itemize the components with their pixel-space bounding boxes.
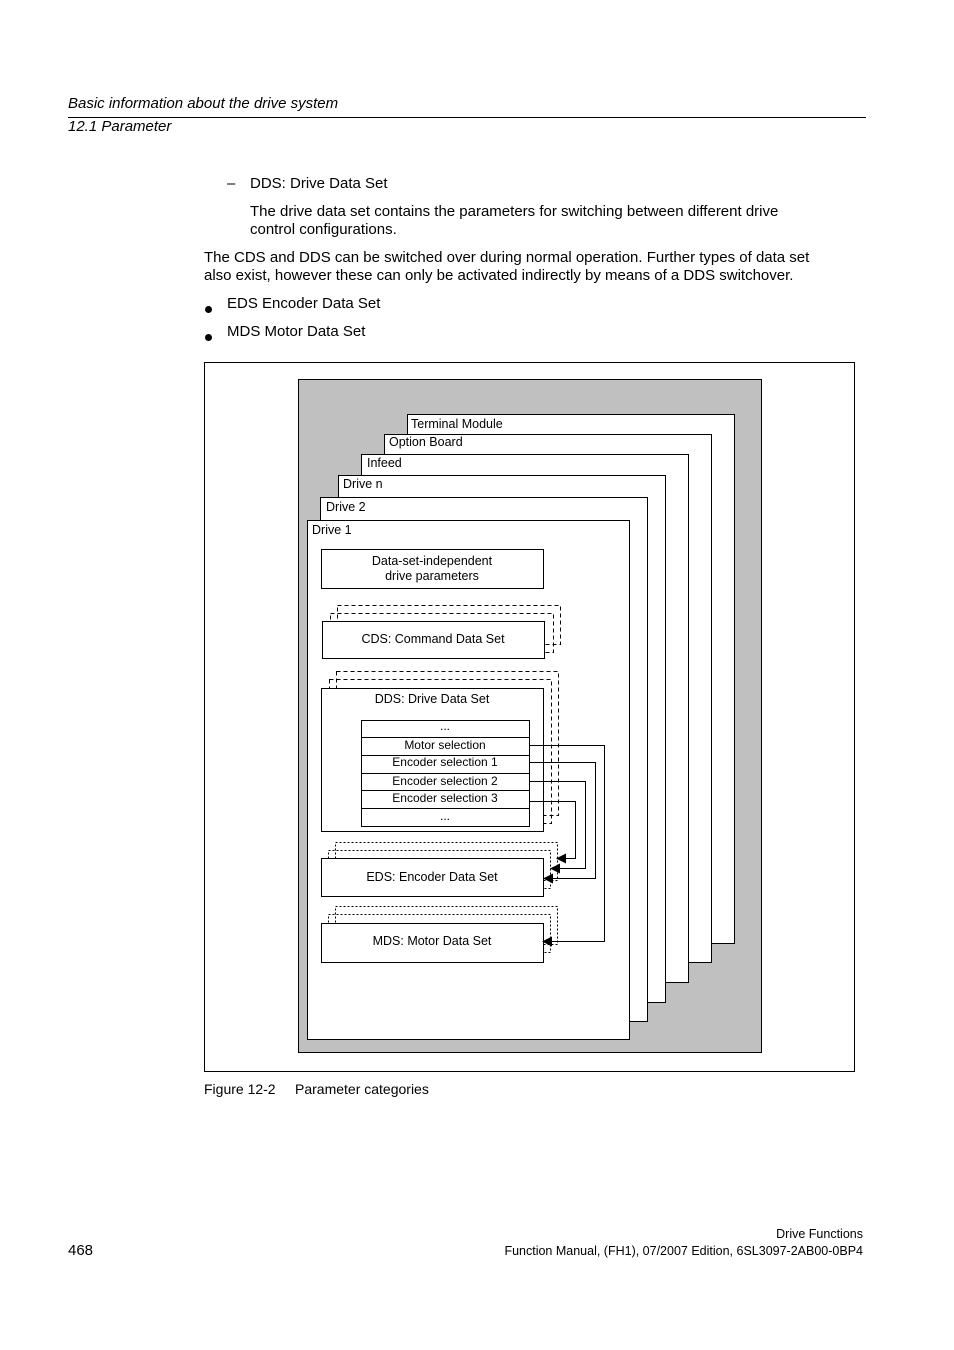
dash-symbol: –: [227, 175, 236, 192]
drive-1-label: Drive 1: [312, 523, 352, 537]
page-number: 468: [68, 1242, 94, 1259]
footer-doc-info: Function Manual, (FH1), 07/2007 Edition, 6SL3097-2AB00-0BP4: [504, 1244, 863, 1258]
dds-row-encoder-selection-2: Encoder selection 2: [392, 774, 498, 788]
mds-label: MDS: Motor Data Set: [372, 934, 492, 948]
dds-row-motor-selection: Motor selection: [404, 738, 486, 752]
header-chapter: Basic information about the drive system: [68, 95, 339, 112]
independent-params-line2: drive parameters: [385, 569, 479, 583]
dash-desc-line1: The drive data set contains the parameters for switching between different drive: [250, 203, 779, 220]
dds-title: DDS: Drive Data Set: [374, 692, 490, 706]
independent-params-line1: Data-set-independent: [371, 554, 493, 568]
infeed-label: Infeed: [367, 456, 402, 470]
dds-row-ellipsis-bottom: ...: [439, 809, 451, 823]
paragraph-line1: The CDS and DDS can be switched over during normal operation. Further types of data set: [204, 249, 810, 266]
figure-caption-title: Parameter categories: [295, 1081, 429, 1097]
eds-label: EDS: Encoder Data Set: [366, 870, 498, 884]
footer-doc-title: Drive Functions: [776, 1227, 863, 1241]
paragraph-line2: also exist, however these can only be activated indirectly by means of a DDS switchover.: [204, 267, 794, 284]
cds-label: CDS: Command Data Set: [361, 632, 505, 646]
dash-desc-line2: control configurations.: [250, 221, 397, 238]
dds-row-ellipsis-top: ...: [439, 719, 451, 733]
figure-caption-number: Figure 12-2: [204, 1081, 276, 1097]
terminal-module-label: Terminal Module: [411, 417, 503, 431]
dash-item-dds: DDS: Drive Data Set: [250, 175, 388, 192]
drive-2-label: Drive 2: [326, 500, 366, 514]
bullet-eds: EDS Encoder Data Set: [227, 295, 381, 312]
option-board-label: Option Board: [389, 435, 463, 449]
dds-row-encoder-selection-1: Encoder selection 1: [392, 755, 498, 769]
bullet-mds: MDS Motor Data Set: [227, 323, 366, 340]
drive-n-label: Drive n: [343, 477, 383, 491]
dds-row-encoder-selection-3: Encoder selection 3: [392, 791, 498, 805]
header-section: 12.1 Parameter: [68, 118, 172, 135]
